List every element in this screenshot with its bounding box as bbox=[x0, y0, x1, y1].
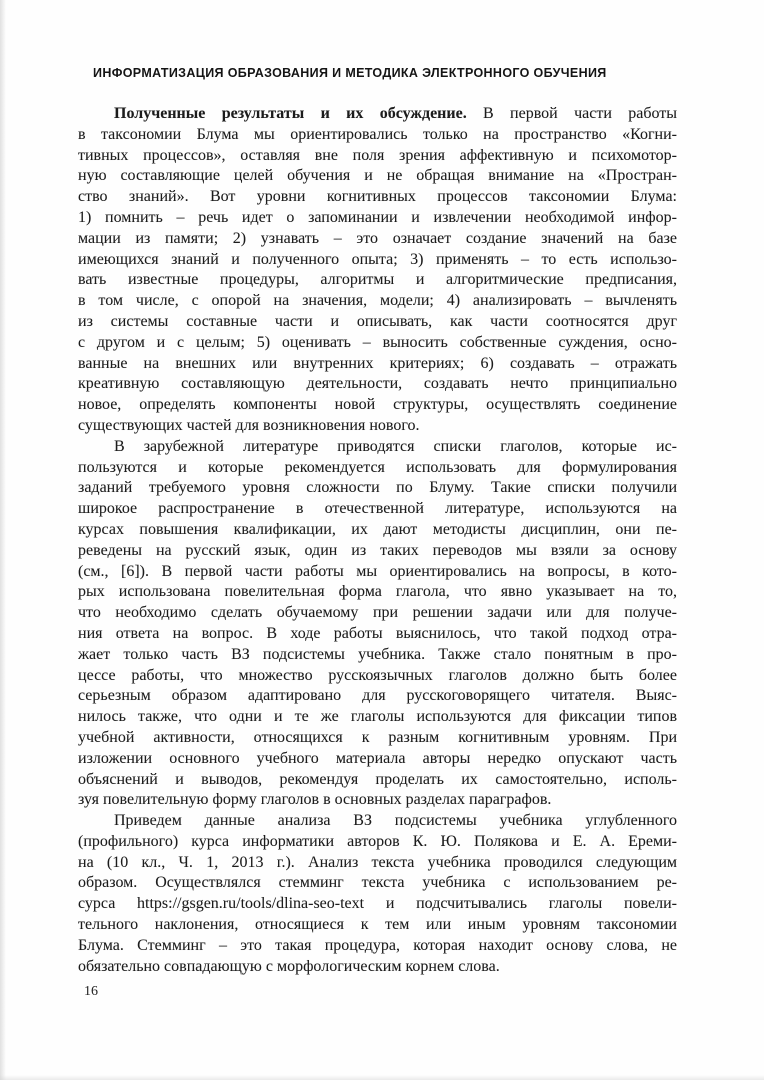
text-line: объяснений и выводов, рекомендуя проделать их самостоятельно, исполь- bbox=[78, 770, 677, 788]
text-line: новое, определять компоненты новой структуры, осуществлять соединение bbox=[78, 396, 677, 414]
text-line: нилось также, что одни и те же глаголы используются для фиксации типов bbox=[78, 708, 677, 726]
text-line: ния ответа на вопрос. В ходе работы выяснилось, что такой подход отра- bbox=[78, 624, 677, 642]
text-line: Блума. Стемминг – это такая процедура, которая находит основу слова, не bbox=[78, 936, 677, 954]
text-line: обязательно совпадающую с морфологическим корнем слова. bbox=[78, 957, 500, 975]
paragraph bbox=[78, 104, 677, 437]
text-line: образом. Осуществлялся стемминг текста учебника с использованием ре- bbox=[78, 874, 677, 892]
text-line: что необходимо сделать обучаемому при решении задачи или для получе- bbox=[78, 604, 677, 622]
text-line: с другом и с целым; 5) оценивать – выносить собственные суждения, осно- bbox=[78, 333, 677, 351]
text-line: тивных процессов», оставляя вне поля зрения аффективную и психомотор- bbox=[78, 146, 677, 164]
text-line: зуя повелительную форму глаголов в основных разделах параграфов. bbox=[78, 791, 552, 809]
paragraph bbox=[78, 437, 677, 811]
text-line: цессе работы, что множество русскоязычных глаголов должно быть более bbox=[78, 666, 677, 684]
text-line: (см., [6]). В первой части работы мы ориентировались на вопросы, в кото- bbox=[78, 562, 677, 580]
text-line: сурса https://gsgen.ru/tools/dlina-seo-text и подсчитывались глаголы повели- bbox=[78, 895, 677, 913]
page-number: 16 bbox=[84, 984, 98, 999]
bold-lead: Полученные результаты и их обсуждение. bbox=[114, 105, 467, 122]
text-line: мации из памяти; 2) узнавать – это означает создание значений на базе bbox=[78, 229, 677, 247]
text-line: ванные на внешних или внутренних критериях; 6) создавать – отражать bbox=[78, 354, 677, 372]
text-line: рых использована повелительная форма глагола, что явно указывает на то, bbox=[78, 583, 677, 601]
text-line: Приведем данные анализа ВЗ подсистемы учебника углубленного bbox=[114, 812, 677, 830]
text-line: на (10 кл., Ч. 1, 2013 г.). Анализ текста учебника проводился следующим bbox=[78, 853, 677, 871]
text-line: креативную составляющую деятельности, создавать нечто принципиально bbox=[78, 375, 677, 393]
text-line: серьезным образом адаптировано для русскоговорящего читателя. Выяс- bbox=[78, 687, 677, 705]
text-line: (профильного) курса информатики авторов К. Ю. Полякова и Е. А. Ереми- bbox=[78, 832, 677, 850]
running-header: ИНФОРМАТИЗАЦИЯ ОБРАЗОВАНИЯ И МЕТОДИКА ЭЛЕКТРОННОГО ОБУЧЕНИЯ bbox=[93, 66, 607, 80]
text-line: ство знаний». Вот уровни когнитивных процессов таксономии Блума: bbox=[78, 188, 677, 206]
text-line: жает только часть ВЗ подсистемы учебника. Также стало понятным в про- bbox=[78, 645, 677, 663]
text-line: В зарубежной литературе приводятся списки глаголов, которые ис- bbox=[114, 437, 677, 455]
text-line: вать известные процедуры, алгоритмы и алгоритмические предписания, bbox=[78, 271, 677, 289]
text-line: в том числе, с опорой на значения, модели; 4) анализировать – вычленять bbox=[78, 292, 677, 310]
text-line: Полученные результаты и их обсуждение. В первой части работы bbox=[114, 105, 677, 122]
text-line: из системы составные части и описывать, как части соотносятся друг bbox=[78, 312, 677, 330]
text-line: изложении основного учебного материала авторы нередко опускают часть bbox=[78, 749, 677, 767]
text-line: имеющихся знаний и полученного опыта; 3) применять – то есть использо- bbox=[78, 250, 677, 268]
text-line: ную составляющие целей обучения и не обращая внимание на «Простран- bbox=[78, 167, 677, 185]
text-line: заданий требуемого уровня сложности по Блуму. Такие списки получили bbox=[78, 479, 677, 497]
text-line: учебной активности, относящихся к разным когнитивным уровням. При bbox=[78, 728, 677, 746]
text-line: в таксономии Блума мы ориентировались только на пространство «Когни- bbox=[78, 125, 677, 143]
paragraph bbox=[78, 811, 677, 977]
text-line: широкое распространение в отечественной литературе, используются на bbox=[78, 500, 677, 518]
text-line: 1) помнить – речь идет о запоминании и извлечении необходимой инфор- bbox=[78, 208, 677, 226]
text-line: существующих частей для возникновения нового. bbox=[78, 416, 420, 434]
text-line: тельного наклонения, относящиеся к тем или иным уровням таксономии bbox=[78, 916, 677, 934]
text-line: курсах повышения квалификации, их дают методисты дисциплин, они пе- bbox=[78, 520, 677, 538]
text-line: реведены на русский язык, один из таких переводов мы взяли за основу bbox=[78, 541, 677, 559]
text-line: пользуются и которые рекомендуется использовать для формулирования bbox=[78, 458, 677, 476]
article-body bbox=[78, 104, 677, 977]
